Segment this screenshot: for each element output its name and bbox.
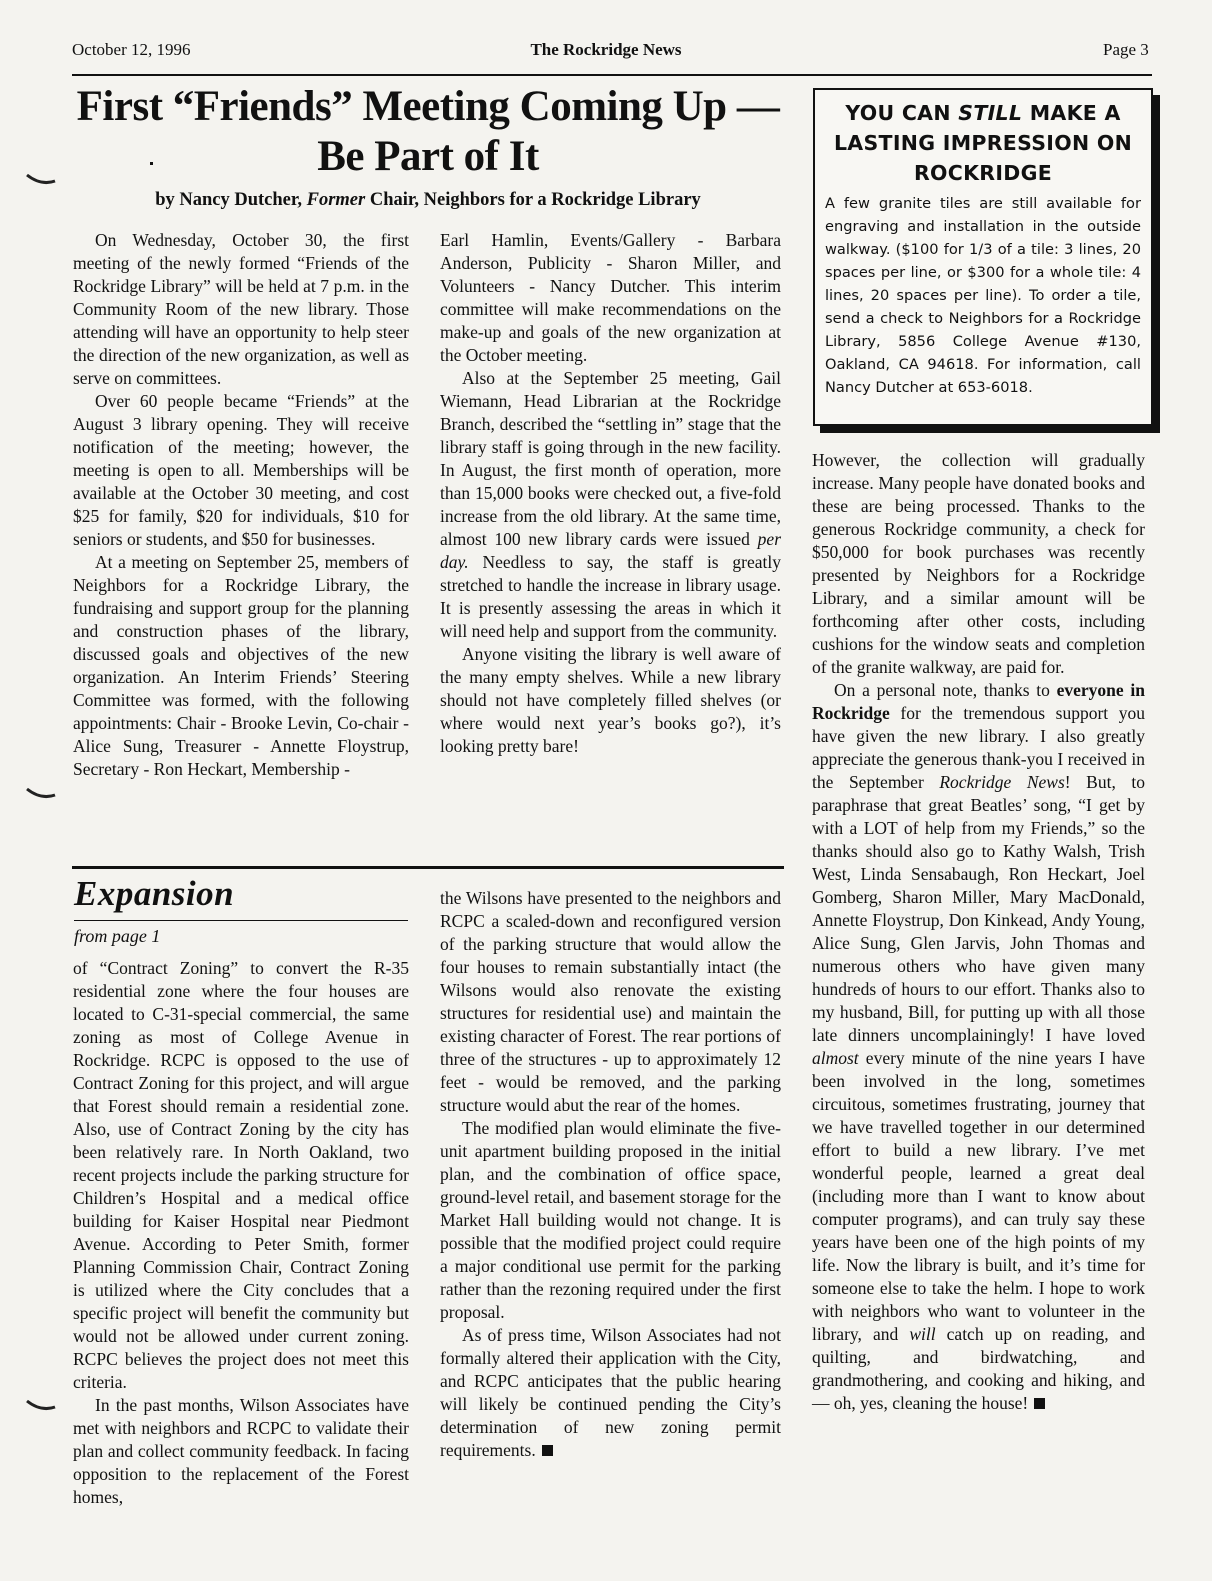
continued-from-label: from page 1 [74,926,161,946]
article-paragraph: Over 60 people became “Friends” at the August 3 library opening. They will receive notification of the meeting; however, the meeting is open to all. Memberships will be available at the October 30 meeting, and cost $25 for family, $20 for individuals, $10 for seniors or students, and $50 for businesses. [73,391,409,549]
text-run: On a personal note, thanks to [834,680,1057,700]
byline-italic: Former [306,190,366,210]
article-paragraph [440,367,781,643]
issue-date: October 12, 1996 [72,40,191,59]
tile-ad-body: A few granite tiles are still available for engraving and installation in the outside walkway. ($100 for 1/3 of a tile: 3 lines, 20 spaces per line, or $300 for a whole tile: 4 lines, 20 spaces per line). To order a tile, send a check to Neighbors for a Rockridge Library, 5856 College Avenue #130, Oakland, CA 94618. For information, call Nancy Dutcher at 653-6018. [825,195,1141,396]
end-mark-icon [542,1445,553,1456]
tile-ad-box [813,88,1153,426]
page-number: Page 3 [1103,40,1149,59]
binding-mark [26,172,56,186]
text-run: Needless to say, the staff is greatly stretched to handle the increase in library usage. It is presently assessing the areas in which it will need help and support from the community. [440,552,781,641]
byline-suffix: Chair, Neighbors for a Rockridge Library [365,190,701,210]
article-paragraph: Earl Hamlin, Events/Gallery - Barbara Anderson, Publicity - Sharon Miller, and Volunteers - Nancy Dutcher. This interim committee will make recommendations on the make-up and goals of the new organization at the October meeting. [440,230,781,365]
end-mark-icon [1034,1398,1045,1409]
text-run-italic: per day. [440,529,781,572]
article-paragraph [812,679,1145,1415]
article-paragraph: The modified plan would eliminate the five-unit apartment building proposed in the initial plan, and the combination of office space, ground-level retail, and basement storage for the Market Hall building would not change. It is possible that the modified project could require a major conditional use permit for the parking rather than the rezoning required under the first proposal. [440,1118,781,1322]
expansion-title: Expansion [74,874,235,913]
text-run-italic: almost [812,1048,859,1068]
headline-line-1: First “Friends” Meeting Coming Up — [76,83,780,130]
article-byline [72,190,784,211]
text-run-italic: will [909,1324,936,1344]
text-run: YOU CAN [845,101,959,125]
byline-prefix: by Nancy Dutcher, [155,190,307,210]
publication-name: The Rockridge News [530,40,682,59]
text-run: ! But, to paraphrase that great Beatles’ song, “I get by with a LOT of help from my Friends,” so the thanks should also go to Kathy Walsh, Trish West, Linda Sensabaugh, Ron Heckart, Joel Gomberg, Sharon Miller, Mary MacDonald, Annette Floystrup, Don Kinkead, Andy Young, Alice Sung, Glen Jarvis, John Thomas and numerous others who have given many hundreds of hours to our effort. Thanks also to my husband, Bill, for putting up with all those late dinners uncomplainingly! I have loved [812,772,1145,1045]
text-run: catch up on reading, and quilting, and birdwatching, and grandmothering, and cooking and hiking, and — oh, yes, cleaning the house! [812,1324,1145,1413]
article-paragraph: Anyone visiting the library is well aware of the many empty shelves. While a new library should not have completely filled shelves (or where would next year’s books go?), it’s looking pretty bare! [440,644,781,756]
binding-mark [26,1398,56,1412]
text-run: As of press time, Wilson Associates had not formally altered their application with the City, and RCPC anticipates that the public hearing will likely be continued pending the City’s determination of new zoning permit requirements. [440,1325,781,1460]
article-paragraph: In the past months, Wilson Associates have met with neighbors and RCPC to validate their plan and collect community feedback. In facing opposition to the replacement of the Forest homes, [73,1395,409,1507]
article-paragraph: At a meeting on September 25, members of Neighbors for a Rockridge Library, the fundraising and support group for the planning and construction phases of the library, discussed goals and objectives of the new organization. An Interim Friends’ Steering Committee was formed, with the following appointments: Chair - Brooke Levin, Co-chair - Alice Sung, Treasurer - Annette Floystrup, Secretary - Ron Heckart, Membership - [73,552,409,779]
article-headline [72,82,784,182]
text-run: for the tremendous support you have given the new library. I also greatly appreciate the generous thank-you I received in the September [812,703,1145,792]
article-column-3 [812,449,1145,1415]
header-rule [72,74,1152,76]
article-paragraph: On Wednesday, October 30, the first meeting of the newly formed “Friends of the Rockridge Library” will be held at 7 p.m. in the Community Room of the new library. Those attending will have an opportunity to help steer the direction of the new organization, as well as serve on committees. [73,230,409,388]
text-run: every minute of the nine years I have been involved in the long, sometimes circuitous, sometimes frustrating, journey that we have travelled together in our determined effort to build a new library. I’ve met wonderful people, learned a great deal (including more than I want to know about computer programs), and can truly say these years have been one of the high points of my life. Now the library is built, and it’s time for someone else to take the helm. I hope to work with neighbors who want to volunteer in the library, and [812,1048,1145,1344]
headline-line-2: Be Part of It [317,133,539,180]
article-paragraph: the Wilsons have presented to the neighbors and RCPC a scaled-down and reconfigured version of the parking structure that would allow the four houses to remain substantially intact (the Wilsons would also renovate the existing structures for residential use) and maintain the existing character of Forest. The rear portions of three of the structures - up to approximately 12 feet - would be removed, and the parking structure would abut the rear of the homes. [440,888,781,1115]
expansion-column-2 [440,887,781,1462]
section-rule [72,866,784,869]
binding-mark [26,786,56,800]
article-paragraph [440,1324,781,1462]
text-run-italic: STILL [958,101,1023,125]
text-run-italic: Rockridge News [939,772,1065,792]
article-column-1 [73,229,409,781]
text-run: MAKE A LASTING IMPRESSION ON ROCKRIDGE [833,101,1133,185]
expansion-title-rule [74,920,408,921]
text-run: Also at the September 25 meeting, Gail Wiemann, Head Librarian at the Rockridge Branch, described the “settling in” stage that the library staff is going through in the new facility. In August, the first month of operation, more than 15,000 books were checked out, a five-fold increase from the old library. At the same time, almost 100 new library cards were issued [440,368,781,549]
article-column-2 [440,229,781,758]
text-run-bold: everyone in Rockridge [812,680,1145,723]
tile-ad-title [825,98,1141,188]
article-paragraph: of “Contract Zoning” to convert the R-35 residential zone where the four houses are located to C-31-special commercial, the same zoning as most of College Avenue in Rockridge. RCPC is opposed to the use of Contract Zoning for this project, and will argue that Forest should remain a residential zone. Also, use of Contract Zoning by the city has been relatively rare. In North Oakland, two recent projects include the parking structure for Children’s Hospital and a medical office building for Kaiser Hospital near Piedmont Avenue. According to Peter Smith, former Planning Commission Chair, Contract Zoning is utilized where the City concludes that a specific project will benefit the community but would not be allowed under current zoning. RCPC believes the project does not meet this criteria. [73,958,409,1392]
article-paragraph: However, the collection will gradually increase. Many people have donated books and these are being processed. Thanks to the generous Rockridge community, a check for $50,000 for book purchases was recently presented by Neighbors for a Rockridge Library, and a similar amount will be forthcoming after other costs, including cushions for the window seats and completion of the granite walkway, are paid for. [812,450,1145,677]
expansion-column-1 [73,957,409,1509]
